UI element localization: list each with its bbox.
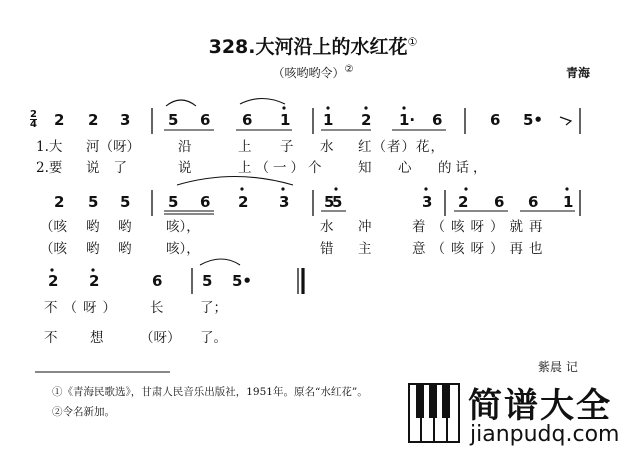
lyric: 2.要 <box>36 160 63 176</box>
lyric: 长 <box>150 300 164 316</box>
note: 2 <box>54 111 65 129</box>
time-signature-top: 2 <box>30 109 37 120</box>
lyric: 说了 <box>86 160 141 176</box>
note: 2 <box>89 272 100 290</box>
footnote-2: ②令名新加。 <box>52 406 115 418</box>
lyric: 哟 <box>86 219 100 235</box>
note: 5 <box>332 193 343 211</box>
lyric: 咳）， <box>166 241 200 257</box>
note: 5 <box>168 193 179 211</box>
lyric: 着（咳呀）就再 <box>412 219 549 235</box>
note: 5 <box>88 193 99 211</box>
note: 1 <box>280 111 291 129</box>
note: 5 <box>168 111 179 129</box>
lyric: 了。 <box>200 330 227 346</box>
note: 2 <box>361 111 372 129</box>
lyric: 说 <box>178 160 192 176</box>
lyric: 不（呀） <box>44 300 122 316</box>
note: 1 <box>563 193 574 211</box>
note: 5 <box>202 272 213 290</box>
song-region: 青海 <box>566 66 591 80</box>
note: 2 <box>54 193 65 211</box>
lyric: 心 <box>398 160 412 176</box>
note: 6 <box>528 193 539 211</box>
song-title-text: 328.大河沿上的水红花 <box>208 36 408 58</box>
note: 2 <box>48 272 59 290</box>
lyric: （呀） <box>140 330 181 346</box>
note: 6 <box>242 111 253 129</box>
lyric: （咳 <box>40 241 67 257</box>
note: 2 <box>88 111 99 129</box>
lyric: 哟 <box>118 241 132 257</box>
title-footnote-mark: ① <box>407 35 418 49</box>
note: 1 <box>323 111 334 129</box>
lyric: 哟 <box>86 241 100 257</box>
note: 6 <box>200 193 211 211</box>
lyric: （咳 <box>40 219 67 235</box>
lyric: 上 <box>238 139 252 155</box>
lyric: 意（咳呀）再也 <box>412 241 549 257</box>
footnote-1: ①《青海民歌选》，甘肃人民音乐出版社，1951年。原名“水红花”。 <box>52 386 368 398</box>
lyric: 冲 <box>358 219 372 235</box>
note: 6 <box>152 272 163 290</box>
lyric: 不 <box>44 330 58 346</box>
note: 5 <box>324 193 335 211</box>
lyric: 想 <box>90 330 104 346</box>
lyric: 的话， <box>438 160 491 176</box>
note: 6 <box>432 111 443 129</box>
lyric: 河（呀） <box>86 139 140 155</box>
lyric: 错 <box>320 241 334 257</box>
note: 5• <box>232 272 253 290</box>
note: 1· <box>399 111 416 129</box>
lyric: 哟 <box>118 219 132 235</box>
lyric: 主 <box>358 241 372 257</box>
watermark-cn: 简谱大全 <box>468 386 612 426</box>
lyric: 咳）， <box>166 219 200 235</box>
note: 2 <box>238 193 249 211</box>
note: 5 <box>120 193 131 211</box>
note: 2 <box>458 193 469 211</box>
note: 3 <box>422 193 433 211</box>
lyric: 了； <box>200 300 227 316</box>
lyric: 沿 <box>178 139 192 155</box>
note: 6 <box>200 111 211 129</box>
subtitle-footnote-mark: ② <box>344 64 354 75</box>
time-signature-bottom: 4 <box>30 119 37 130</box>
lyric: 水 <box>320 219 334 235</box>
note: 6 <box>494 193 505 211</box>
note: 3 <box>120 111 131 129</box>
lyric: 子 <box>280 139 294 155</box>
note: 6 <box>490 111 501 129</box>
song-subtitle-text: （咳哟哟令） <box>272 66 345 80</box>
lyric: 知 <box>358 160 372 176</box>
watermark-url: jianpudq.com <box>470 422 620 447</box>
note: 3 <box>279 193 290 211</box>
lyric: 上（一）个 <box>238 160 326 176</box>
lyric: 1.大 <box>36 139 63 155</box>
recorder-credit: 紫晨 记 <box>538 360 578 374</box>
note: 5• <box>523 111 544 129</box>
lyric: 水 <box>320 139 334 155</box>
lyric: 红（者）花， <box>358 139 445 155</box>
